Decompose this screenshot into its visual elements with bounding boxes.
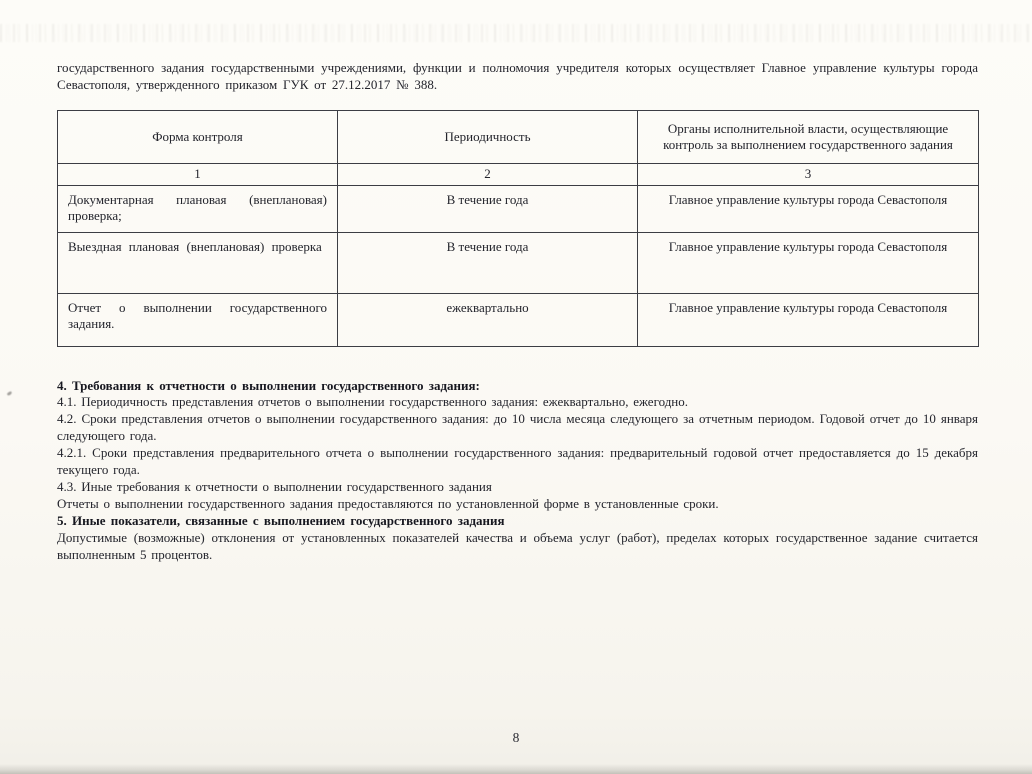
cell-periodicity: В течение года: [338, 185, 638, 232]
scan-edge-artifact: [0, 764, 1032, 774]
clause-4-2: 4.2. Сроки представления отчетов о выполнении государственного задания: до 10 числа месяца следующего за отчетным периодом. Годовой отчет до 10 января следующего года.: [57, 411, 978, 444]
header-periodicity: Периодичность: [338, 111, 638, 164]
clause-4-2-1: 4.2.1. Сроки представления предварительного отчета о выполнении государственного задания: предварительный годовой отчет предоставляется до 15 декабря текущего года.: [57, 445, 978, 478]
clause-4-3: 4.3. Иные требования к отчетности о выполнении государственного задания: [57, 478, 492, 494]
page-number: 8: [512, 730, 520, 745]
cell-authority: Главное управление культуры города Севастополя: [638, 185, 979, 232]
section-5-body: Допустимые (возможные) отклонения от установленных показателей качества и объема услуг (работ), пределах которых государственное задание считается выполненным 5 процентов.: [57, 529, 978, 562]
document-content: [57, 0, 978, 563]
cell-periodicity: В течение года: [338, 232, 638, 293]
clause-4-1: 4.1. Периодичность представления отчетов о выполнении государственного задания: ежеквартально, ежегодно.: [57, 394, 689, 410]
cell-periodicity: ежеквартально: [338, 293, 638, 346]
table-header-row: [58, 111, 979, 164]
table-row: [58, 293, 979, 346]
cell-control-form: Документарная плановая (внеплановая) проверка;: [58, 185, 338, 232]
cell-authority: Главное управление культуры города Севастополя: [638, 232, 979, 293]
requirements-sections: [57, 378, 978, 564]
cell-control-form: Выездная плановая (внеплановая) проверка: [58, 232, 338, 293]
column-number-3: 3: [638, 164, 979, 186]
section-5-heading: 5. Иные показатели, связанные с выполнением государственного задания: [57, 512, 505, 528]
table-row: [58, 232, 979, 293]
column-number-row: [58, 164, 979, 186]
cell-authority: Главное управление культуры города Севастополя: [638, 293, 979, 346]
header-form-of-control: Форма контроля: [58, 111, 338, 164]
intro-paragraph: государственного задания государственными учреждениями, функции и полномочия учредителя которых осуществляет Главное управление культуры города Севастополя, утвержденного приказом ГУК от 27.12.2017 № 388.: [57, 60, 978, 92]
section-4-heading: 4. Требования к отчетности о выполнении государственного задания:: [57, 377, 480, 393]
header-executive-authority: Органы исполнительной власти, осуществляющие контроль за выполнением государственного задания: [638, 111, 979, 164]
clause-4-3-note: Отчеты о выполнении государственного задания предоставляются по установленной форме в установленные сроки.: [57, 495, 719, 511]
column-number-1: 1: [58, 164, 338, 186]
column-number-2: 2: [338, 164, 638, 186]
cell-control-form: Отчет о выполнении государственного задания.: [58, 293, 338, 346]
control-forms-table: [57, 110, 979, 347]
table-row: [58, 185, 979, 232]
scan-speck-artifact: [7, 391, 13, 396]
